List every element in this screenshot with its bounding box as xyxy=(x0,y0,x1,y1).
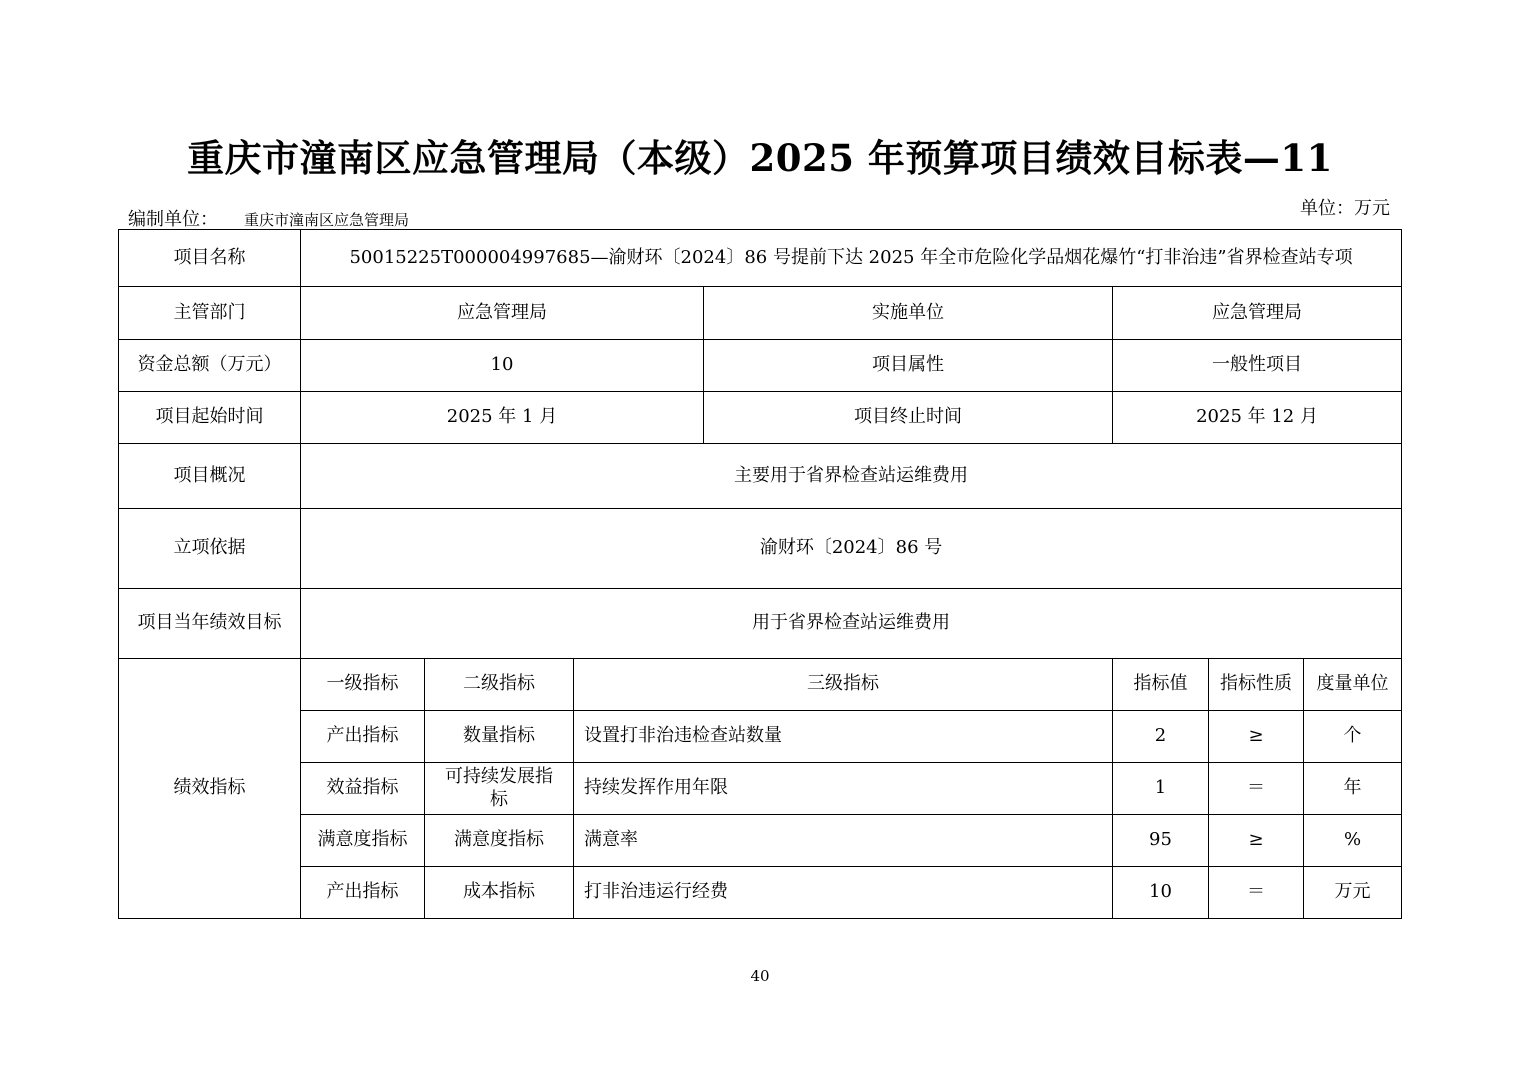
row-period xyxy=(119,392,1402,444)
impl-value: 应急管理局 xyxy=(1113,287,1402,340)
perf-label: 绩效指标 xyxy=(119,659,301,919)
goal-label: 项目当年绩效目标 xyxy=(119,589,301,659)
indicator-row xyxy=(119,763,1402,815)
end-value: 2025 年 12 月 xyxy=(1113,392,1402,444)
row-overview xyxy=(119,444,1402,509)
indicator-level1: 产出指标 xyxy=(301,711,425,763)
fund-label: 资金总额（万元） xyxy=(119,340,301,392)
indicator-row xyxy=(119,867,1402,919)
indicator-row xyxy=(119,711,1402,763)
indicator-header-row xyxy=(119,659,1402,711)
row-basis xyxy=(119,509,1402,589)
end-label: 项目终止时间 xyxy=(704,392,1113,444)
indicator-level2: 成本指标 xyxy=(425,867,574,919)
indicator-level1: 产出指标 xyxy=(301,867,425,919)
overview-value: 主要用于省界检查站运维费用 xyxy=(301,444,1402,509)
indicator-row xyxy=(119,815,1402,867)
dept-label: 主管部门 xyxy=(119,287,301,340)
compiling-unit xyxy=(128,205,409,231)
basis-value: 渝财环〔2024〕86 号 xyxy=(301,509,1402,589)
project-name-value: 50015225T000004997685—渝财环〔2024〕86 号提前下达 2025 年全市危险化学品烟花爆竹“打非治违”省界检查站专项 xyxy=(301,230,1402,287)
indicator-value: 1 xyxy=(1113,763,1209,815)
indicator-level3: 打非治违运行经费 xyxy=(574,867,1113,919)
page-title: 重庆市潼南区应急管理局（本级）2025 年预算项目绩效目标表—11 xyxy=(187,136,1333,180)
project-name-label: 项目名称 xyxy=(119,230,301,287)
indicator-level3: 设置打非治违检查站数量 xyxy=(574,711,1113,763)
indicator-nature: ＝ xyxy=(1209,867,1304,919)
indicator-level2: 可持续发展指标 xyxy=(425,763,574,815)
header-value: 指标值 xyxy=(1113,659,1209,711)
indicator-nature: ≥ xyxy=(1209,815,1304,867)
indicator-unit: % xyxy=(1304,815,1402,867)
indicator-value: 2 xyxy=(1113,711,1209,763)
compiling-unit-value: 重庆市潼南区应急管理局 xyxy=(244,211,410,229)
start-value: 2025 年 1 月 xyxy=(301,392,704,444)
dept-value: 应急管理局 xyxy=(301,287,704,340)
attr-label: 项目属性 xyxy=(704,340,1113,392)
indicator-level2: 数量指标 xyxy=(425,711,574,763)
start-label: 项目起始时间 xyxy=(119,392,301,444)
page-number: 40 xyxy=(750,967,770,985)
goal-value: 用于省界检查站运维费用 xyxy=(301,589,1402,659)
indicator-unit: 万元 xyxy=(1304,867,1402,919)
impl-label: 实施单位 xyxy=(704,287,1113,340)
indicator-level1: 满意度指标 xyxy=(301,815,425,867)
fund-value: 10 xyxy=(301,340,704,392)
header-level3: 三级指标 xyxy=(574,659,1113,711)
row-department xyxy=(119,287,1402,340)
indicator-unit: 年 xyxy=(1304,763,1402,815)
indicator-level2: 满意度指标 xyxy=(425,815,574,867)
attr-value: 一般性项目 xyxy=(1113,340,1402,392)
row-goal xyxy=(119,589,1402,659)
header-nature: 指标性质 xyxy=(1209,659,1304,711)
header-unit: 度量单位 xyxy=(1304,659,1402,711)
compiling-unit-label: 编制单位： xyxy=(128,209,218,230)
overview-label: 项目概况 xyxy=(119,444,301,509)
header-level2: 二级指标 xyxy=(425,659,574,711)
indicator-nature: ≥ xyxy=(1209,711,1304,763)
row-project-name xyxy=(119,230,1402,287)
header-level1: 一级指标 xyxy=(301,659,425,711)
indicator-nature: ＝ xyxy=(1209,763,1304,815)
indicator-level3: 满意率 xyxy=(574,815,1113,867)
unit-note: 单位：万元 xyxy=(1300,198,1390,219)
row-fund xyxy=(119,340,1402,392)
indicator-level3: 持续发挥作用年限 xyxy=(574,763,1113,815)
indicator-value: 95 xyxy=(1113,815,1209,867)
basis-label: 立项依据 xyxy=(119,509,301,589)
performance-table xyxy=(118,229,1402,919)
indicator-unit: 个 xyxy=(1304,711,1402,763)
indicator-value: 10 xyxy=(1113,867,1209,919)
indicator-level1: 效益指标 xyxy=(301,763,425,815)
